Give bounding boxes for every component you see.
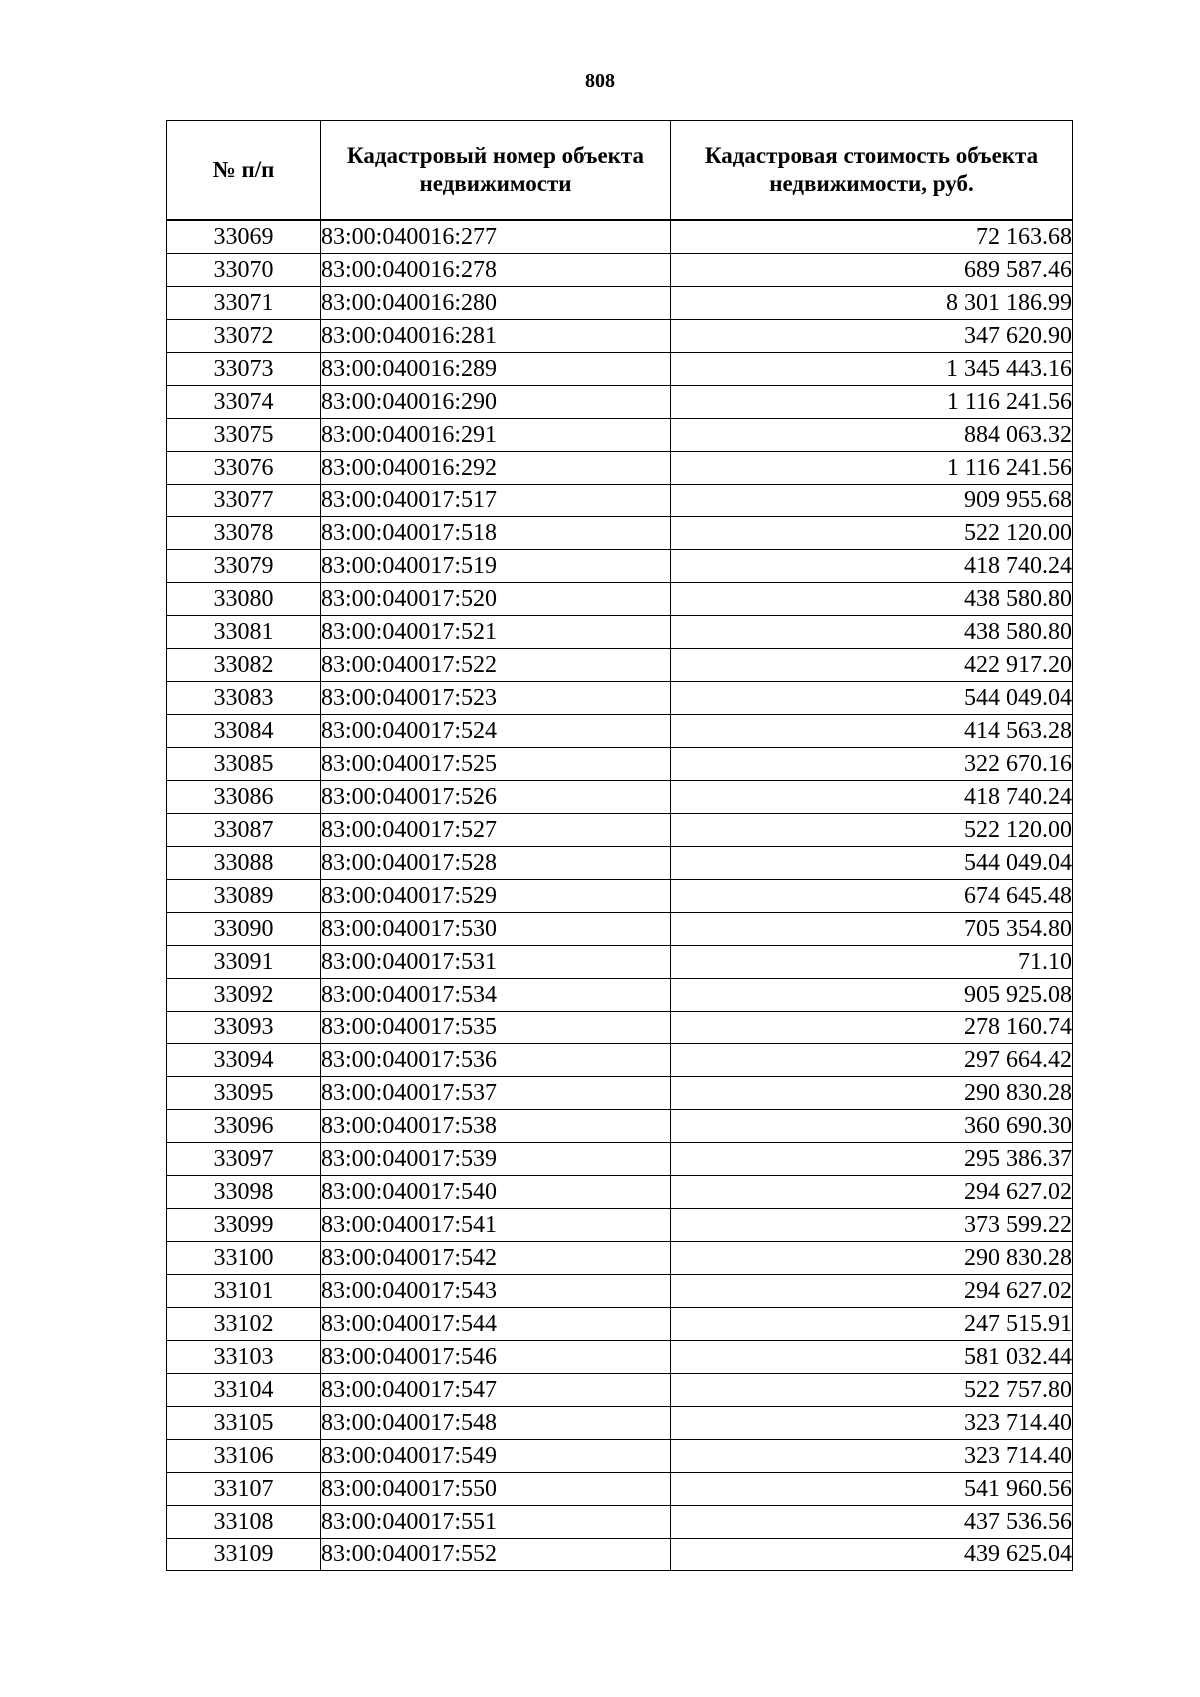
table-row bbox=[167, 1373, 1073, 1406]
cadastral-number: 83:00:040017:518 bbox=[321, 517, 671, 550]
table-row bbox=[167, 780, 1073, 813]
cadastral-number: 83:00:040017:543 bbox=[321, 1275, 671, 1308]
cadastral-value: 278 160.74 bbox=[671, 1011, 1073, 1044]
table-row bbox=[167, 550, 1073, 583]
row-number: 33074 bbox=[167, 385, 321, 418]
cadastral-number: 83:00:040016:289 bbox=[321, 352, 671, 385]
row-number: 33107 bbox=[167, 1472, 321, 1505]
table-row bbox=[167, 1011, 1073, 1044]
header-cadastral-value: Кадастровая стоимость объекта недвижимости, руб. bbox=[671, 121, 1073, 221]
cadastral-number: 83:00:040017:540 bbox=[321, 1176, 671, 1209]
cadastral-value: 674 645.48 bbox=[671, 879, 1073, 912]
cadastral-number: 83:00:040017:551 bbox=[321, 1505, 671, 1538]
cadastral-number: 83:00:040017:526 bbox=[321, 780, 671, 813]
table-row bbox=[167, 715, 1073, 748]
cadastral-number: 83:00:040017:544 bbox=[321, 1307, 671, 1340]
cadastral-value: 323 714.40 bbox=[671, 1406, 1073, 1439]
cadastral-value: 414 563.28 bbox=[671, 715, 1073, 748]
table-row bbox=[167, 1242, 1073, 1275]
cadastral-number: 83:00:040016:292 bbox=[321, 451, 671, 484]
table-row bbox=[167, 682, 1073, 715]
cadastral-number: 83:00:040016:281 bbox=[321, 319, 671, 352]
cadastral-value: 247 515.91 bbox=[671, 1307, 1073, 1340]
row-number: 33104 bbox=[167, 1373, 321, 1406]
cadastral-number: 83:00:040017:522 bbox=[321, 649, 671, 682]
row-number: 33077 bbox=[167, 484, 321, 517]
cadastral-table bbox=[166, 120, 1073, 1571]
cadastral-number: 83:00:040017:535 bbox=[321, 1011, 671, 1044]
cadastral-value: 1 116 241.56 bbox=[671, 451, 1073, 484]
table-row bbox=[167, 846, 1073, 879]
row-number: 33105 bbox=[167, 1406, 321, 1439]
cadastral-value: 1 116 241.56 bbox=[671, 385, 1073, 418]
cadastral-number: 83:00:040017:549 bbox=[321, 1439, 671, 1472]
cadastral-value: 522 120.00 bbox=[671, 517, 1073, 550]
table-row bbox=[167, 1439, 1073, 1472]
row-number: 33075 bbox=[167, 418, 321, 451]
row-number: 33094 bbox=[167, 1044, 321, 1077]
cadastral-number: 83:00:040017:546 bbox=[321, 1340, 671, 1373]
cadastral-value: 439 625.04 bbox=[671, 1538, 1073, 1571]
cadastral-number: 83:00:040017:552 bbox=[321, 1538, 671, 1571]
table-row bbox=[167, 352, 1073, 385]
cadastral-number: 83:00:040017:525 bbox=[321, 748, 671, 781]
table-row bbox=[167, 1209, 1073, 1242]
table-row bbox=[167, 1143, 1073, 1176]
table-row bbox=[167, 220, 1073, 253]
table-row bbox=[167, 319, 1073, 352]
cadastral-value: 418 740.24 bbox=[671, 780, 1073, 813]
cadastral-number: 83:00:040017:530 bbox=[321, 912, 671, 945]
cadastral-value: 905 925.08 bbox=[671, 978, 1073, 1011]
row-number: 33083 bbox=[167, 682, 321, 715]
row-number: 33085 bbox=[167, 748, 321, 781]
cadastral-number: 83:00:040017:547 bbox=[321, 1373, 671, 1406]
row-number: 33078 bbox=[167, 517, 321, 550]
table-row bbox=[167, 484, 1073, 517]
cadastral-number: 83:00:040017:517 bbox=[321, 484, 671, 517]
row-number: 33090 bbox=[167, 912, 321, 945]
table-row bbox=[167, 286, 1073, 319]
row-number: 33072 bbox=[167, 319, 321, 352]
cadastral-number: 83:00:040016:278 bbox=[321, 253, 671, 286]
table-row bbox=[167, 1176, 1073, 1209]
cadastral-value: 581 032.44 bbox=[671, 1340, 1073, 1373]
cadastral-value: 544 049.04 bbox=[671, 846, 1073, 879]
table-row bbox=[167, 1340, 1073, 1373]
cadastral-number: 83:00:040017:534 bbox=[321, 978, 671, 1011]
cadastral-value: 422 917.20 bbox=[671, 649, 1073, 682]
table-row bbox=[167, 451, 1073, 484]
row-number: 33089 bbox=[167, 879, 321, 912]
row-number: 33081 bbox=[167, 616, 321, 649]
cadastral-value: 71.10 bbox=[671, 945, 1073, 978]
cadastral-value: 347 620.90 bbox=[671, 319, 1073, 352]
cadastral-number: 83:00:040017:519 bbox=[321, 550, 671, 583]
row-number: 33098 bbox=[167, 1176, 321, 1209]
cadastral-value: 295 386.37 bbox=[671, 1143, 1073, 1176]
table-row bbox=[167, 616, 1073, 649]
table-row bbox=[167, 1406, 1073, 1439]
cadastral-value: 290 830.28 bbox=[671, 1077, 1073, 1110]
cadastral-number: 83:00:040017:528 bbox=[321, 846, 671, 879]
cadastral-number: 83:00:040017:531 bbox=[321, 945, 671, 978]
row-number: 33096 bbox=[167, 1110, 321, 1143]
cadastral-number: 83:00:040017:538 bbox=[321, 1110, 671, 1143]
row-number: 33070 bbox=[167, 253, 321, 286]
table-row bbox=[167, 912, 1073, 945]
row-number: 33109 bbox=[167, 1538, 321, 1571]
cadastral-value: 373 599.22 bbox=[671, 1209, 1073, 1242]
cadastral-value: 438 580.80 bbox=[671, 583, 1073, 616]
row-number: 33092 bbox=[167, 978, 321, 1011]
table-row bbox=[167, 978, 1073, 1011]
table-row bbox=[167, 583, 1073, 616]
table-row bbox=[167, 1077, 1073, 1110]
cadastral-value: 541 960.56 bbox=[671, 1472, 1073, 1505]
cadastral-number: 83:00:040017:542 bbox=[321, 1242, 671, 1275]
header-number: № п/п bbox=[167, 121, 321, 221]
cadastral-value: 884 063.32 bbox=[671, 418, 1073, 451]
table-row bbox=[167, 879, 1073, 912]
cadastral-number: 83:00:040017:536 bbox=[321, 1044, 671, 1077]
cadastral-number: 83:00:040016:290 bbox=[321, 385, 671, 418]
cadastral-value: 290 830.28 bbox=[671, 1242, 1073, 1275]
cadastral-number: 83:00:040017:539 bbox=[321, 1143, 671, 1176]
row-number: 33082 bbox=[167, 649, 321, 682]
cadastral-value: 72 163.68 bbox=[671, 220, 1073, 253]
table-row bbox=[167, 1505, 1073, 1538]
cadastral-value: 297 664.42 bbox=[671, 1044, 1073, 1077]
row-number: 33084 bbox=[167, 715, 321, 748]
row-number: 33099 bbox=[167, 1209, 321, 1242]
cadastral-number: 83:00:040017:548 bbox=[321, 1406, 671, 1439]
table-body bbox=[167, 220, 1073, 1571]
cadastral-number: 83:00:040017:524 bbox=[321, 715, 671, 748]
row-number: 33103 bbox=[167, 1340, 321, 1373]
table-row bbox=[167, 418, 1073, 451]
cadastral-value: 522 757.80 bbox=[671, 1373, 1073, 1406]
row-number: 33108 bbox=[167, 1505, 321, 1538]
cadastral-number: 83:00:040017:529 bbox=[321, 879, 671, 912]
cadastral-value: 418 740.24 bbox=[671, 550, 1073, 583]
cadastral-value: 322 670.16 bbox=[671, 748, 1073, 781]
row-number: 33100 bbox=[167, 1242, 321, 1275]
header-row bbox=[167, 121, 1073, 221]
cadastral-value: 438 580.80 bbox=[671, 616, 1073, 649]
cadastral-value: 705 354.80 bbox=[671, 912, 1073, 945]
row-number: 33073 bbox=[167, 352, 321, 385]
cadastral-value: 294 627.02 bbox=[671, 1176, 1073, 1209]
cadastral-value: 323 714.40 bbox=[671, 1439, 1073, 1472]
row-number: 33088 bbox=[167, 846, 321, 879]
cadastral-number: 83:00:040016:280 bbox=[321, 286, 671, 319]
row-number: 33097 bbox=[167, 1143, 321, 1176]
table-row bbox=[167, 1275, 1073, 1308]
table-row bbox=[167, 517, 1073, 550]
cadastral-value: 8 301 186.99 bbox=[671, 286, 1073, 319]
cadastral-number: 83:00:040017:537 bbox=[321, 1077, 671, 1110]
cadastral-value: 1 345 443.16 bbox=[671, 352, 1073, 385]
cadastral-value: 522 120.00 bbox=[671, 813, 1073, 846]
cadastral-number: 83:00:040017:527 bbox=[321, 813, 671, 846]
table-row bbox=[167, 813, 1073, 846]
row-number: 33087 bbox=[167, 813, 321, 846]
header-cadastral-number: Кадастровый номер объекта недвижимости bbox=[321, 121, 671, 221]
row-number: 33076 bbox=[167, 451, 321, 484]
table-row bbox=[167, 1538, 1073, 1571]
cadastral-number: 83:00:040016:291 bbox=[321, 418, 671, 451]
cadastral-number: 83:00:040017:541 bbox=[321, 1209, 671, 1242]
cadastral-number: 83:00:040017:550 bbox=[321, 1472, 671, 1505]
cadastral-number: 83:00:040016:277 bbox=[321, 220, 671, 253]
cadastral-number: 83:00:040017:521 bbox=[321, 616, 671, 649]
table-row bbox=[167, 1110, 1073, 1143]
table-row bbox=[167, 1472, 1073, 1505]
cadastral-value: 544 049.04 bbox=[671, 682, 1073, 715]
cadastral-value: 909 955.68 bbox=[671, 484, 1073, 517]
cadastral-value: 294 627.02 bbox=[671, 1275, 1073, 1308]
row-number: 33069 bbox=[167, 220, 321, 253]
cadastral-value: 689 587.46 bbox=[671, 253, 1073, 286]
table-row bbox=[167, 1044, 1073, 1077]
cadastral-number: 83:00:040017:523 bbox=[321, 682, 671, 715]
row-number: 33095 bbox=[167, 1077, 321, 1110]
row-number: 33101 bbox=[167, 1275, 321, 1308]
row-number: 33093 bbox=[167, 1011, 321, 1044]
table-row bbox=[167, 945, 1073, 978]
row-number: 33106 bbox=[167, 1439, 321, 1472]
table-row bbox=[167, 748, 1073, 781]
row-number: 33086 bbox=[167, 780, 321, 813]
table-row bbox=[167, 1307, 1073, 1340]
table-row bbox=[167, 385, 1073, 418]
cadastral-number: 83:00:040017:520 bbox=[321, 583, 671, 616]
table-row bbox=[167, 649, 1073, 682]
cadastral-value: 360 690.30 bbox=[671, 1110, 1073, 1143]
table-header bbox=[167, 121, 1073, 221]
page-number: 808 bbox=[585, 70, 615, 92]
cadastral-value: 437 536.56 bbox=[671, 1505, 1073, 1538]
row-number: 33080 bbox=[167, 583, 321, 616]
row-number: 33079 bbox=[167, 550, 321, 583]
table-row bbox=[167, 253, 1073, 286]
row-number: 33091 bbox=[167, 945, 321, 978]
row-number: 33071 bbox=[167, 286, 321, 319]
row-number: 33102 bbox=[167, 1307, 321, 1340]
